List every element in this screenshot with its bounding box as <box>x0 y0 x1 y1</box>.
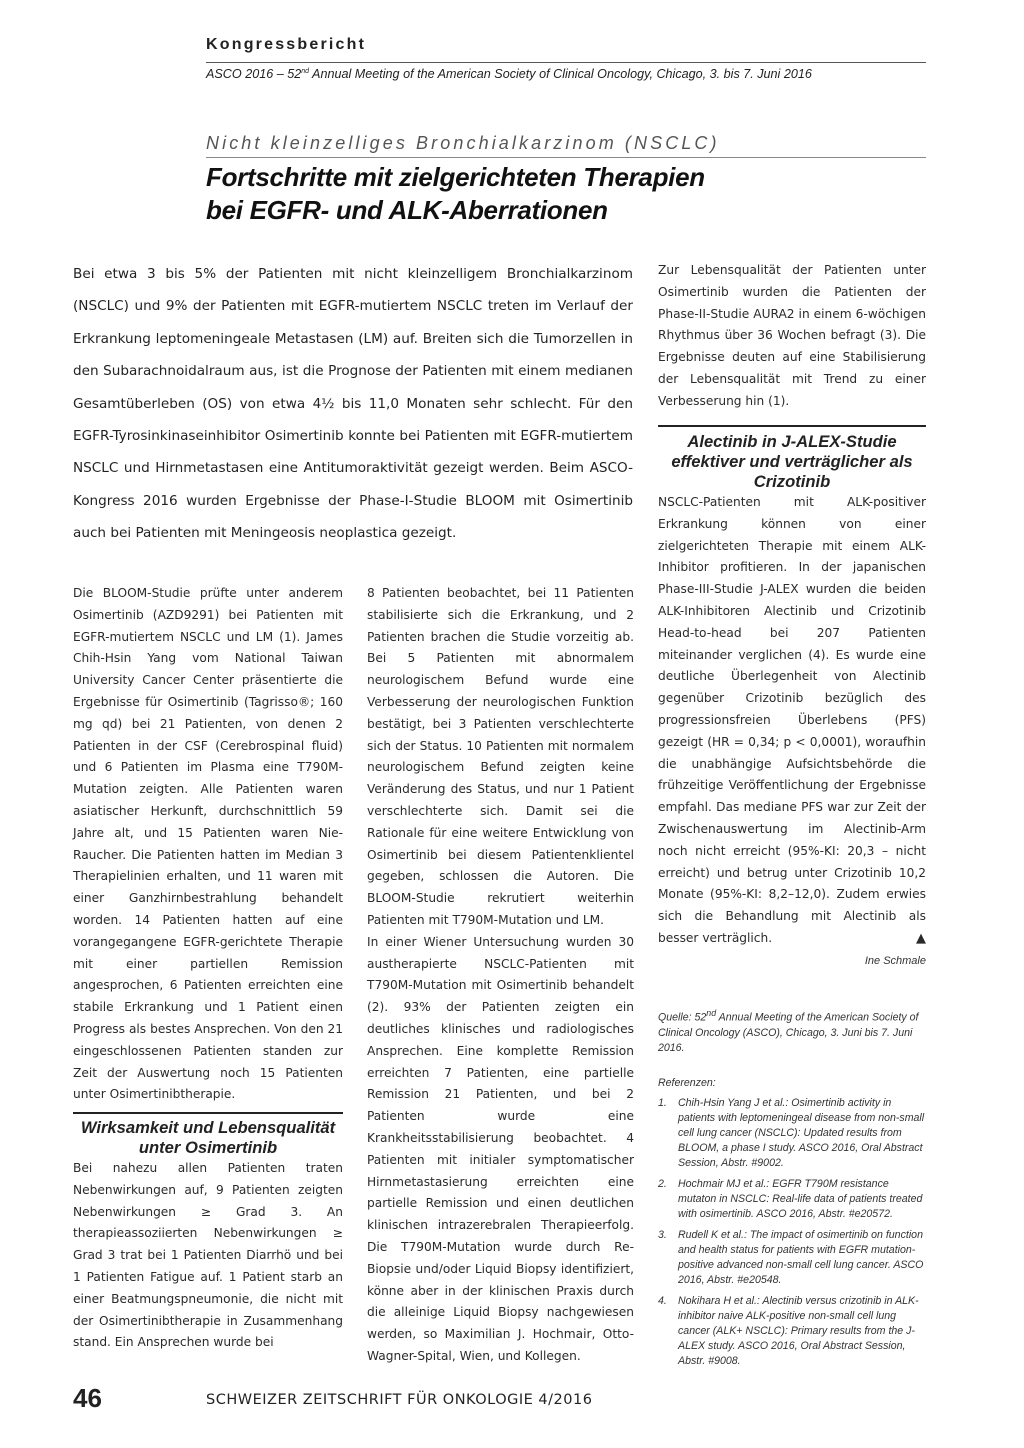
body-column-3 <box>658 260 926 413</box>
reference-item <box>658 1294 926 1369</box>
reference-item <box>658 1096 926 1171</box>
page-number: 46 <box>73 1383 102 1413</box>
source-text: Quelle: 52 <box>658 1011 707 1024</box>
reference-text: Nokihara H et al.: Alectinib versus crizotinib in ALK-inhibitor naive ALK-positive non-small cell lung cancer (ALK+ NSCLC): Primary results from the J-ALEX study. ASCO 2016, Oral Abstract Session, Abstr. #9008. <box>678 1295 919 1367</box>
title-line-2: bei EGFR- und ALK-Aberrationen <box>206 195 608 225</box>
body-paragraph <box>658 492 926 950</box>
reference-number: 1. <box>658 1097 667 1109</box>
congress-subline <box>206 67 926 81</box>
body-paragraph: Zur Lebensqualität der Patienten unter Osimertinib wurden die Patienten der Phase-II-Studie AURA2 in einem 6-wöchigen Rhythmus über 36 Wochen befragt (3). Die Ergebnisse deuten auf eine Stabilisierung der Lebensqualität mit Trend zu einer Verbesserung hin (1). <box>658 263 926 408</box>
body-paragraph: Die BLOOM-Studie prüfte unter anderem Osimertinib (AZD9291) bei Patienten mit EGFR-mutiertem NSCLC und LM (1). James Chih-Hsin Yang vom National Taiwan University Cancer Center präsentierte die Ergebnisse für Osimertinib (Tagrisso®; 160 mg qd) bei 21 Patienten, von denen 2 Patienten in der CSF (Cerebrospinal fluid) und 6 Patienten im Plasma eine T790M-Mutation zeigten. Alle Patienten waren asiatischer Herkunft, durchschnittlich 59 Jahre alt, und 15 Patienten waren Nie-Raucher. Die Patienten hatten im Median 3 Therapielinien erhalten, und 11 waren mit einer Ganzhirnbestrahlung behandelt worden. 14 Patienten hatten auf eine vorangegangene EGFR-gerichtete Therapie mit einer partiellen Remission angesprochen, 6 Patienten erreichten eine stabile Erkrankung und 1 Patient einen Progress als bestes Ansprechen. Von den 21 eingeschlossenen Patienten standen zur Zeit der Auswertung noch 15 Patienten unter Osimertinibtherapie. <box>73 586 343 1102</box>
article-title <box>206 161 705 227</box>
reference-text: Chih-Hsin Yang J et al.: Osimertinib activity in patients with leptomeningeal disease from non-small cell lung cancer (NSCLC): Updated results from BLOOM, a phase I study. ASCO 2016, Oral Abstract Session, Abstr. #9002. <box>678 1097 925 1169</box>
subline-text: ASCO 2016 – 52 <box>206 67 302 81</box>
body-paragraph: Bei nahezu allen Patienten traten Nebenwirkungen auf, 9 Patienten zeigten Nebenwirkungen ≥ Grad 3. An therapieassoziierten Nebenwirkungen ≥ Grad 3 trat bei 1 Patienten Diarrhö und bei 1 Patienten Fatigue auf. 1 Patient starb an einer Beatmungspneumonie, die nicht mit der Osimertinibtherapie in Zusammenhang stand. Ein Ansprechen wurde bei <box>73 1161 343 1350</box>
title-divider <box>206 157 926 158</box>
end-of-article-icon: ▲ <box>916 930 926 946</box>
author-name: Ine Schmale <box>864 955 926 967</box>
subline-text-end: Annual Meeting of the American Society of Clinical Oncology, Chicago, 3. bis 7. Juni 2016 <box>309 67 812 81</box>
subline-superscript: nd <box>301 67 310 75</box>
reference-text: Rudell K et al.: The impact of osimertinib on function and health status for patients with EGFR mutation-positive advanced non-small cell lung cancer. ASCO 2016, Abstr. #e20548. <box>678 1229 924 1286</box>
reference-item <box>658 1228 926 1288</box>
subheading-divider <box>658 425 926 427</box>
body-paragraph: 8 Patienten beobachtet, bei 11 Patienten stabilisierte sich die Erkrankung, und 2 Patienten brachen die Studie vorzeitig ab. Bei 5 Patienten mit abnormalem neurologischem Befund wurde eine Verbesserung der neurologischen Funktion bestätigt, bei 3 Patienten verschlechterte sich der Status. 10 Patienten mit normalem neurologischem Befund zeigten keine Veränderung des Status, und nur 1 Patient verschlechterte sich. Damit sei die Rationale für eine weitere Entwicklung von Osimertinib bei diesem Patientenklientel gegeben, schlossen die Autoren. Die BLOOM-Studie rekrutiert weiterhin Patienten mit T790M-Mutation und LM. <box>367 586 634 927</box>
title-line-1: Fortschritte mit zielgerichteten Therapien <box>206 162 705 192</box>
body-column-1-lower <box>73 1118 343 1354</box>
subheading-divider <box>73 1112 343 1114</box>
lead-paragraph: Bei etwa 3 bis 5% der Patienten mit nicht kleinzelligem Bronchialkarzinom (NSCLC) und 9% der Patienten mit EGFR-mutiertem NSCLC treten im Verlauf der Erkrankung leptomeningeale Metastasen (LM) auf. Breiten sich die Tumorzellen in den Subarachnoidalraum aus, ist die Prognose der Patienten mit einem medianen Gesamtüberleben (OS) von etwa 4½ bis 11,0 Monaten sehr schlecht. Für den EGFR-Tyrosinkinaseinhibitor Osimertinib konnte bei Patienten mit EGFR-mutiertem NSCLC und Hirnmetastasen eine Antitumoraktivität gezeigt werden. Beim ASCO-Kongress 2016 wurden Ergebnisse der Phase-I-Studie BLOOM mit Osimertinib auch bei Patienten mit Meningeosis neoplastica gezeigt. <box>73 266 633 542</box>
reference-text: Hochmair MJ et al.: EGFR T790M resistance mutaton in NSCLC: Real-life data of patients treated with osimertinib. ASCO 2016, Abstr. #e20572. <box>678 1178 923 1220</box>
body-column-2 <box>367 583 634 1368</box>
source-text-end: Annual Meeting of the American Society of Clinical Oncology (ASCO), Chicago, 3. Juni bis 7. Juni 2016. <box>658 1011 919 1054</box>
reference-number: 3. <box>658 1229 667 1241</box>
reference-item <box>658 1177 926 1222</box>
subheading-wirksamkeit: Wirksamkeit und Lebensqualität unter Osimertinib <box>80 1118 336 1157</box>
body-column-3-lower <box>658 432 926 950</box>
subheading-alectinib: Alectinib in J-ALEX-Studie effektiver und verträglicher als Crizotinib <box>671 432 913 491</box>
source-superscript: nd <box>706 1008 717 1018</box>
reference-number: 4. <box>658 1295 667 1307</box>
reference-number: 2. <box>658 1178 667 1190</box>
body-paragraph: In einer Wiener Untersuchung wurden 30 austherapierte NSCLC-Patienten mit T790M-Mutation mit Osimertinib behandelt (2). 93% der Patienten zeigten ein deutliches klinisches und radiologisches Ansprechen. Eine komplette Remission erreichten 7 Patienten, eine partielle Remission 21 Patienten, und bei 2 Patienten wurde eine Krankheitsstabilisierung beobachtet. 4 Patienten mit initialer symptomatischer Hirnmetastasierung erreichten eine partielle Remission und einen deutlichen klinischen intrazerebralen Therapieerfolg. Die T790M-Mutation wurde durch Re-Biopsie und/oder Liquid Biopsy identifiziert, könne aber in der klinischen Praxis durch die alleinige Liquid Biopsy nachgewiesen werden, so Maximilian J. Hochmair, Otto-Wagner-Spital, Wien, und Kollegen. <box>367 934 634 1363</box>
references-list <box>658 1096 926 1375</box>
article-kicker: Nicht kleinzelliges Bronchialkarzinom (NSCLC) <box>206 133 720 153</box>
header-divider <box>206 62 926 63</box>
body-column-1 <box>73 583 343 1106</box>
journal-name: SCHWEIZER ZEITSCHRIFT FÜR ONKOLOGIE 4/2016 <box>206 1392 593 1408</box>
source-note <box>658 1006 926 1056</box>
section-label: Kongressbericht <box>206 36 367 53</box>
body-text: NSCLC-Patienten mit ALK-positiver Erkrankung können von einer zielgerichteten Therapie mit einem ALK-Inhibitor profitieren. In der japanischen Phase-III-Studie J-ALEX wurden die beiden ALK-Inhibitoren Alectinib und Crizotinib Head-to-head bei 207 Patienten miteinander verglichen (4). Es wurde eine deutliche Überlegenheit von Alectinib gegenüber Crizotinib bezüglich des progressionsfreien Überlebens (PFS) gezeigt (HR = 0,34; p < 0,0001), woraufhin die unabhängige Aufsichtsbehörde die frühzeitige Veröffentlichung der Ergebnisse empfahl. Das mediane PFS war zur Zeit der Zwischenauswertung im Alectinib-Arm noch nicht erreicht (95%-KI: 20,3 – nicht erreicht) und betrug unter Crizotinib 10,2 Monate (95%-KI: 8,2–12,0). Zudem erwies sich die Behandlung mit Alectinib als besser verträglich. <box>658 495 926 945</box>
references-heading: Referenzen: <box>658 1077 716 1089</box>
